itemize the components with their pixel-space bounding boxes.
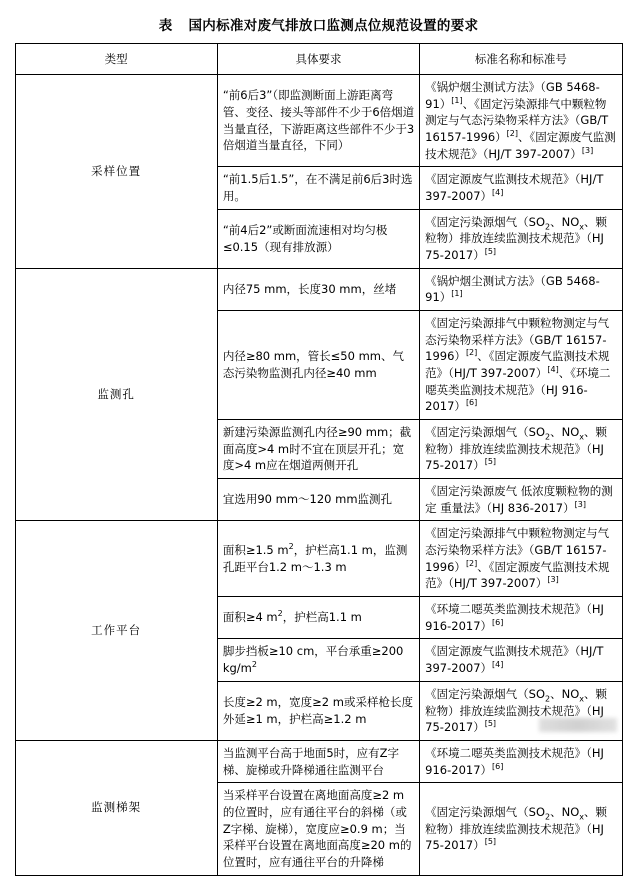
requirement-cell: 当监测平台高于地面5时，应有Z字梯、旋梯或升降梯通往监测平台: [217, 740, 419, 782]
table-title-text: 国内标准对废气排放口监测点位规范设置的要求: [188, 18, 479, 34]
requirement-cell: “前4后2”或断面流速相对均匀极≤0.15（现有排放源）: [217, 209, 419, 268]
table-label: 表: [158, 18, 173, 34]
category-cell: 采样位置: [15, 75, 217, 269]
standard-cell: 《固定污染源烟气（$SO_2$、$NO_x$、颗粒物）排放连续监测技术规范》（HJ 75-2017）[5]: [420, 420, 622, 479]
requirement-cell: 脚步挡板≥10 cm，平台承重≥200 $kg/m^2$: [217, 639, 419, 681]
standard-cell: 《固定污染源排气中颗粒物测定与气态污染物采样方法》（GB/T 16157-1996）[2]、《固定源废气监测技术规范》（HJ/T 397-2007）[4]、《环境二噁英类监测技术规范》（HJ 916-2017）[6]: [420, 311, 622, 420]
requirement-cell: 内径75 mm，长度30 mm，丝堵: [217, 268, 419, 310]
requirement-cell: 宜选用90 mm～120 mm监测孔: [217, 479, 419, 521]
requirement-cell: 长度≥2 m，宽度≥2 m或采样枪长度外延≥1 m，护栏高≥1.2 m: [217, 681, 419, 740]
requirement-cell: 内径≥80 mm，管长≤50 mm、气态污染物监测孔内径≥40 mm: [217, 311, 419, 420]
page-title: [14, 14, 623, 34]
standard-cell: 《固定污染源废气 低浓度颗粒物的测定 重量法》（HJ 836-2017）[3]: [420, 479, 622, 521]
standard-cell: 《固定污染源烟气（$SO_2$、$NO_x$、颗粒物）排放连续监测技术规范》（HJ 75-2017）[5]: [420, 681, 622, 740]
table-row: [15, 521, 622, 597]
category-cell: 监测孔: [15, 268, 217, 521]
table-row: [15, 268, 622, 310]
standard-cell: 《锅炉烟尘测试方法》（GB 5468-91）[1]: [420, 268, 622, 310]
requirement-cell: 新建污染源监测孔内径≥90 mm；截面高度>4 m时不宜在顶层开孔；宽度>4 m应在烟道两侧开孔: [217, 420, 419, 479]
header-standard: 标准名称和标准号: [420, 44, 622, 75]
requirement-cell: “前1.5后1.5”，在不满足前6后3时选用。: [217, 167, 419, 209]
redacted-watermark: [539, 718, 617, 732]
table-row: [15, 740, 622, 782]
standard-cell: 《固定污染源烟气（$SO_2$、$NO_x$、颗粒物）排放连续监测技术规范》（HJ 75-2017）[5]: [420, 209, 622, 268]
header-type: 类型: [15, 44, 217, 75]
requirement-cell: 面积≥1.5 $m^2$，护栏高1.1 m，监测孔距平台1.2 m～1.3 m: [217, 521, 419, 597]
table-row: [15, 75, 622, 167]
requirements-table: [15, 43, 623, 876]
standard-cell: 《固定源废气监测技术规范》（HJ/T 397-2007）[4]: [420, 639, 622, 681]
category-cell: 监测梯架: [15, 740, 217, 875]
standard-cell: 《固定污染源排气中颗粒物测定与气态污染物采样方法》（GB/T 16157-1996）[2]、《固定源废气监测技术规范》（HJ/T 397-2007）[3]: [420, 521, 622, 597]
table-header-row: [15, 44, 622, 75]
header-requirement: 具体要求: [217, 44, 419, 75]
category-cell: 工作平台: [15, 521, 217, 740]
standard-cell: 《固定污染源烟气（$SO_2$、$NO_x$、颗粒物）排放连续监测技术规范》（HJ 75-2017）[5]: [420, 783, 622, 875]
requirement-cell: “前6后3”（即监测断面上游距离弯管、变径、接头等部件不少于6倍烟道当量直径，下游距离这些部件不少于3倍烟道当量直径，下同）: [217, 75, 419, 167]
standard-cell: 《环境二噁英类监测技术规范》（HJ 916-2017）[6]: [420, 597, 622, 639]
requirement-cell: 面积≥4 $m^2$，护栏高1.1 m: [217, 597, 419, 639]
standard-cell: 《固定源废气监测技术规范》（HJ/T 397-2007）[4]: [420, 167, 622, 209]
standard-cell: 《锅炉烟尘测试方法》（GB 5468-91）[1]、《固定污染源排气中颗粒物测定与气态污染物采样方法》（GB/T 16157-1996）[2]、《固定源废气监测技术规范》（HJ/T 397-2007）[3]: [420, 75, 622, 167]
standard-cell: 《环境二噁英类监测技术规范》（HJ 916-2017）[6]: [420, 740, 622, 782]
requirement-cell: 当采样平台设置在离地面高度≥2 m的位置时，应有通往平台的斜梯（或Z字梯、旋梯），宽度应≥0.9 m；当采样平台设置在离地面高度≥20 m的位置时，应有通往平台的升降梯: [217, 783, 419, 875]
